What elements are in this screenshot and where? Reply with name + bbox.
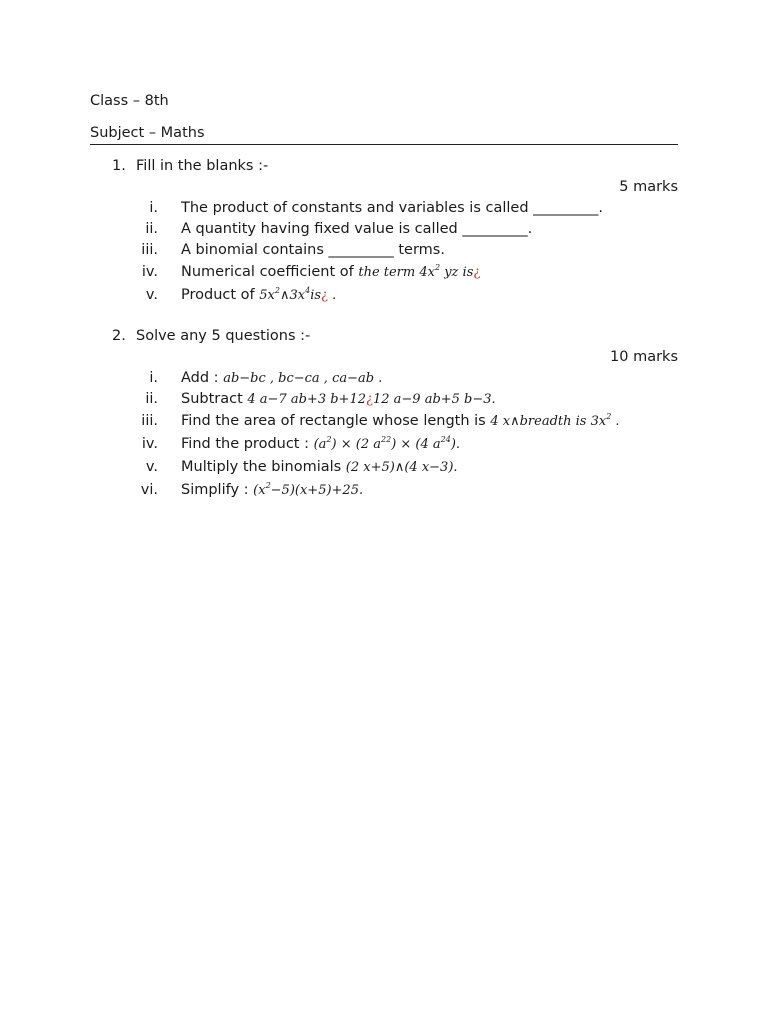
q2-item-line	[181, 412, 620, 431]
math-expression	[490, 414, 619, 429]
q1-item-num: iii.	[141, 242, 158, 258]
q2-item-text: Find the area of rectangle whose length is	[181, 413, 491, 429]
math-part: ).	[450, 437, 461, 452]
q1-item-text: The product of constants and variables is called _________.	[181, 200, 603, 216]
q1-item-text: Product of	[181, 287, 260, 303]
q1-title: Fill in the blanks :-	[136, 158, 269, 174]
math-part: x	[297, 288, 306, 303]
math-exponent: 4	[305, 286, 311, 295]
math-part: ) × (2 a	[331, 437, 381, 452]
math-exponent: 22	[381, 435, 392, 444]
math-part: (a	[313, 437, 327, 452]
q2-item-num: i.	[149, 370, 158, 386]
q1-number: 1.	[112, 158, 126, 174]
math-part: 4 a−7 ab+3 b+12	[247, 392, 366, 407]
math-part: x	[267, 288, 275, 303]
math-expression	[259, 288, 336, 303]
math-expression	[247, 392, 495, 407]
q2-title: Solve any 5 questions :-	[136, 328, 311, 344]
q1-item-line	[181, 286, 336, 305]
math-glyph: ¿	[321, 288, 329, 303]
math-part: yz is	[440, 265, 474, 280]
q2-item-text: Find the product :	[181, 436, 314, 452]
q2-item-num: iv.	[141, 436, 158, 452]
q1-item-text: A binomial contains _________ terms.	[181, 242, 445, 258]
q1-item-num: i.	[149, 200, 158, 216]
q2-item-text: Multiply the binomials	[181, 459, 346, 475]
math-expression: (2 x+5)∧(4 x−3).	[345, 460, 458, 475]
math-part: the term 4	[358, 265, 428, 280]
q2-item-line	[181, 435, 460, 454]
q1-item-num: v.	[145, 287, 158, 303]
header-divider	[90, 144, 678, 145]
q1-item-num: ii.	[145, 221, 158, 237]
math-glyph: ¿	[473, 265, 481, 280]
class-line: Class – 8th	[90, 93, 169, 109]
math-part: (x	[253, 483, 266, 498]
q1-item-line	[181, 263, 480, 282]
math-exponent: 2	[606, 412, 612, 421]
q1-item-num: iv.	[141, 264, 158, 280]
math-part: is	[310, 288, 322, 303]
math-exponent: 2	[434, 263, 441, 272]
subject-line: Subject – Maths	[90, 125, 205, 141]
q2-item-text: Add :	[181, 370, 224, 386]
math-expression	[314, 437, 460, 452]
math-part: x	[598, 414, 607, 429]
math-exponent: 24	[440, 435, 451, 444]
q1-item-text: A quantity having fixed value is called _________.	[181, 221, 533, 237]
q2-item-line	[181, 458, 458, 477]
math-part: 5	[259, 288, 268, 303]
math-glyph: ¿	[365, 392, 373, 407]
math-part: .	[328, 288, 337, 303]
q2-item-num: vi.	[140, 482, 158, 498]
math-part: 12 a−9 ab+5 b−3.	[372, 392, 496, 407]
math-exponent: 2	[274, 286, 280, 295]
math-part: .	[611, 414, 620, 429]
q2-item-text: Simplify :	[181, 482, 254, 498]
math-part: ∧3	[279, 288, 298, 303]
q2-marks: 10 marks	[610, 349, 678, 365]
math-expression	[253, 483, 363, 498]
q2-item-line	[181, 390, 496, 409]
q2-item-num: iii.	[141, 413, 158, 429]
math-part: −5)(x+5)+25.	[270, 483, 364, 498]
q2-item-num: v.	[145, 459, 158, 475]
math-expression	[358, 265, 480, 280]
math-part: ) × (4 a	[391, 437, 441, 452]
q2-item-text: Subtract	[181, 391, 248, 407]
q1-item-text: Numerical coefficient of	[181, 264, 359, 280]
math-exponent: 2	[326, 435, 332, 444]
math-expression: ab−bc , bc−ca , ca−ab .	[223, 371, 383, 386]
math-exponent: 2	[265, 481, 271, 490]
q2-item-num: ii.	[145, 391, 158, 407]
q2-item-line	[181, 481, 363, 500]
q1-marks: 5 marks	[619, 179, 678, 195]
q2-item-line	[181, 369, 382, 388]
math-part: x	[427, 265, 435, 280]
math-part: 4 x∧breadth is 3	[490, 414, 599, 429]
q2-number: 2.	[112, 328, 126, 344]
